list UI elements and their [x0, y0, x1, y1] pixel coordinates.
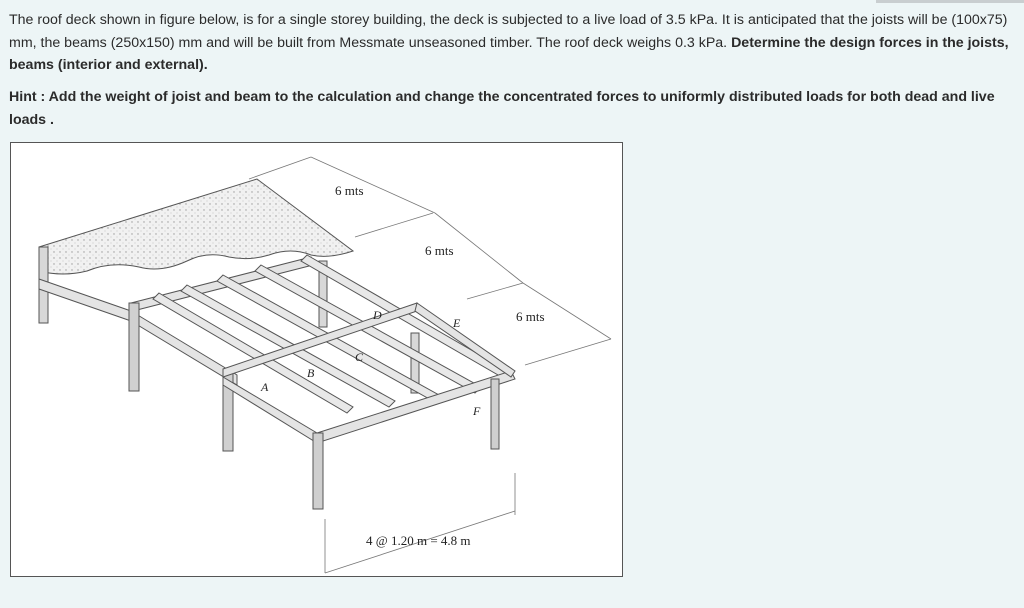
post	[129, 303, 139, 391]
point-label-e: E	[453, 316, 461, 330]
dim-label-middle: 6 mts	[425, 243, 454, 258]
point-label-b: B	[307, 366, 315, 380]
beam	[39, 279, 131, 321]
point-label-a: A	[261, 380, 269, 394]
point-label-f: F	[473, 404, 481, 418]
dim-label-bottom: 4 @ 1.20 m = 4.8 m	[366, 533, 471, 548]
hint-text: Hint : Add the weight of joist and beam to the calculation and change the concentrated forces to uniformly distributed loads for both dead and live loads .	[9, 89, 995, 128]
dim-label-top: 6 mts	[335, 183, 364, 198]
joist	[181, 285, 395, 407]
post	[313, 433, 323, 509]
beam	[131, 311, 237, 385]
roof-deck-figure	[10, 142, 623, 577]
top-divider	[876, 0, 1024, 3]
point-label-d: D	[373, 308, 382, 322]
post	[491, 379, 499, 449]
roof-deck-drawing	[11, 143, 624, 578]
point-label-c: C	[355, 350, 364, 364]
problem-statement	[9, 9, 1014, 77]
joist	[301, 255, 511, 379]
problem-text: The roof deck shown in figure below, is for a single storey building, the deck is subjected to a live load of 3.5 kPa. It is anticipated that the joists will be (100x75) mm, the beams (250x150) mm and will be built from Messmate unseasoned timber. The roof deck weighs 0.3 kPa.	[9, 12, 1008, 51]
problem-task: Determine the design forces in the joists, beams (interior and external).	[9, 34, 1009, 73]
dim-label-right: 6 mts	[516, 309, 545, 324]
